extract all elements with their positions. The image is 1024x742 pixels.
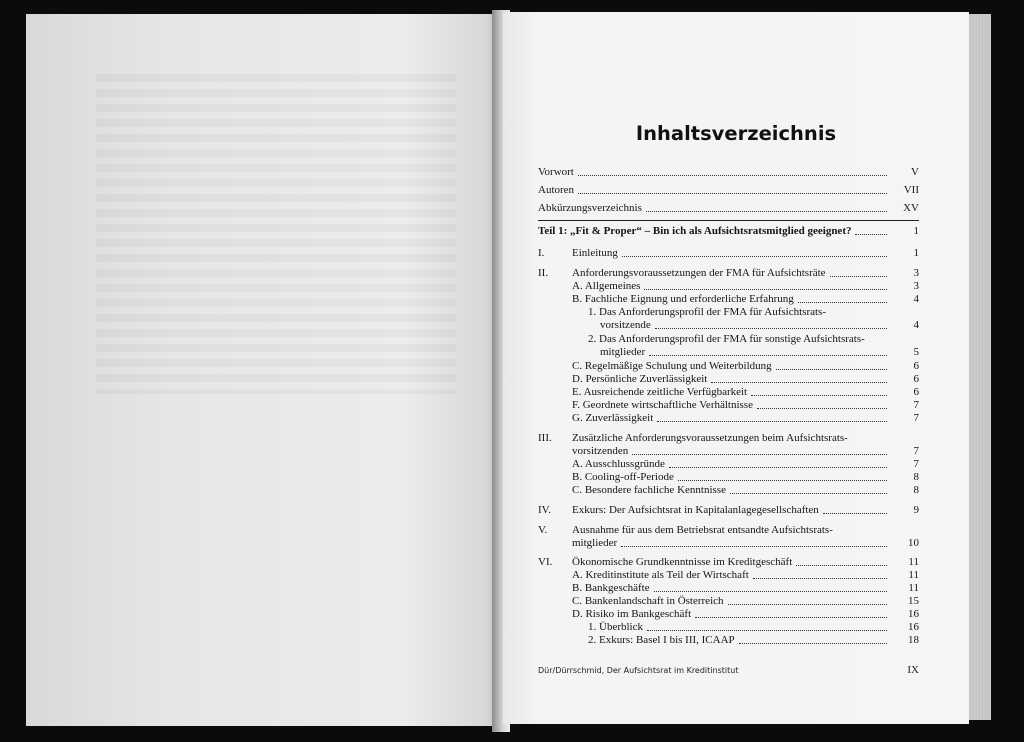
toc-entry	[538, 483, 919, 497]
toc-entry-page: 16	[908, 621, 919, 633]
leader-dots	[757, 407, 887, 409]
toc-entry-page: 4	[913, 319, 919, 331]
toc-entry	[538, 201, 919, 215]
toc-entry	[538, 594, 919, 608]
leader-dots	[730, 492, 887, 494]
leader-dots	[830, 275, 887, 277]
toc-entry	[538, 372, 919, 386]
leader-dots	[739, 642, 887, 644]
toc-entry	[538, 555, 919, 569]
leader-dots	[578, 174, 887, 176]
toc-entry-page: 7	[913, 412, 919, 424]
toc-entry-label: B. Bankgeschäfte	[572, 582, 650, 594]
toc-entry-label: A. Allgemeines	[572, 280, 641, 292]
toc-entry-page: 4	[913, 293, 919, 305]
toc-entry-page: 5	[913, 346, 919, 358]
show-through-text	[96, 74, 456, 394]
toc-entry-label: B. Cooling-off-Periode	[572, 471, 674, 483]
toc-entry-label: A. Kreditinstitute als Teil der Wirtschaft	[572, 569, 749, 581]
toc-entry	[538, 444, 919, 458]
leader-dots	[678, 479, 887, 481]
toc-entry-label: Abkürzungsverzeichnis	[538, 202, 642, 214]
toc-entry-page: 11	[908, 569, 919, 581]
leader-dots	[632, 453, 887, 455]
toc-entry-number: V.	[538, 524, 548, 536]
toc-entry-label: Anforderungsvoraussetzungen der FMA für Aufsichtsräte	[572, 267, 826, 279]
toc-entry-page: 7	[913, 458, 919, 470]
toc-entry-label: E. Ausreichende zeitliche Verfügbarkeit	[572, 386, 748, 398]
toc-entry	[538, 266, 919, 280]
toc-entry-label: Ausnahme für aus dem Betriebsrat entsandte Aufsichtsrats-	[572, 524, 833, 536]
toc-entry-page: 15	[908, 595, 919, 607]
toc-entry-label: B. Fachliche Eignung und erforderliche Erfahrung	[572, 293, 794, 305]
toc-entry-page: VII	[903, 184, 919, 196]
leader-dots	[621, 545, 887, 547]
page-edges	[969, 14, 991, 720]
toc-entry-label: Einleitung	[572, 247, 618, 259]
toc-entry	[538, 581, 919, 595]
toc-entry-label: D. Risiko im Bankgeschäft	[572, 608, 692, 620]
toc-entry-page: 1	[913, 247, 919, 259]
toc-entry-label: C. Bankenlandschaft in Österreich	[572, 595, 724, 607]
footer-citation: Dür/Dürrschmid, Der Aufsichtsrat im Kreditinstitut	[538, 665, 739, 675]
toc-entry-label: 1. Überblick	[588, 621, 643, 633]
toc-entry-label: 1. Das Anforderungsprofil der FMA für Aufsichtsrats-	[588, 306, 826, 318]
toc-entry-label: A. Ausschlussgründe	[572, 458, 665, 470]
toc-entry-page: 16	[908, 608, 919, 620]
toc-entry-label: mitglieder	[600, 346, 646, 358]
toc-entry	[538, 568, 919, 582]
leader-dots	[753, 577, 887, 579]
toc-entry-page: 11	[908, 582, 919, 594]
toc-entry-label: C. Regelmäßige Schulung und Weiterbildung	[572, 360, 772, 372]
toc-entry-page: V	[911, 166, 919, 178]
leader-dots	[751, 394, 887, 396]
toc-entry-page: 7	[913, 399, 919, 411]
toc-entry-label: Autoren	[538, 184, 575, 196]
toc-entry-page: 6	[913, 360, 919, 372]
toc-entry	[538, 536, 919, 550]
leader-dots	[711, 381, 887, 383]
leader-dots	[647, 629, 887, 631]
leader-dots	[823, 512, 887, 514]
toc-entry-label: vorsitzende	[600, 319, 651, 331]
section-rule	[538, 220, 919, 221]
toc-entry	[538, 305, 919, 319]
toc-entry	[538, 246, 919, 260]
toc-entry	[538, 165, 919, 179]
toc-entry-page: XV	[903, 202, 919, 214]
toc-entry-page: 3	[913, 267, 919, 279]
toc-entry	[538, 332, 919, 346]
toc-entry-label: mitglieder	[572, 537, 618, 549]
toc-entry-label: 2. Das Anforderungsprofil der FMA für sonstige Aufsichtsrats-	[588, 333, 865, 345]
toc-entry-page: 6	[913, 386, 919, 398]
toc-entry-number: III.	[538, 432, 552, 444]
toc-entry	[538, 503, 919, 517]
toc-entry-label: F. Geordnete wirtschaftliche Verhältnisse	[572, 399, 753, 411]
toc-entry	[538, 318, 919, 332]
toc-entry-label: Vorwort	[538, 166, 574, 178]
leader-dots	[669, 466, 887, 468]
leader-dots	[654, 590, 887, 592]
toc-entry-page: 9	[913, 504, 919, 516]
toc-entry	[538, 345, 919, 359]
toc-entry	[538, 411, 919, 425]
leader-dots	[646, 210, 887, 212]
toc-entry-label: D. Persönliche Zuverlässigkeit	[572, 373, 708, 385]
page-number: IX	[907, 664, 919, 676]
toc-entry	[538, 470, 919, 484]
toc-entry	[538, 457, 919, 471]
toc-entry	[538, 431, 919, 445]
toc-entry-label: Ökonomische Grundkenntnisse im Kreditgeschäft	[572, 556, 793, 568]
toc-entry	[538, 292, 919, 306]
toc-entry-number: I.	[538, 247, 545, 259]
left-page	[26, 14, 500, 726]
leader-dots	[776, 368, 887, 370]
leader-dots	[657, 420, 887, 422]
toc-entry-number: IV.	[538, 504, 551, 516]
leader-dots	[798, 301, 887, 303]
toc-entry-page: 10	[908, 537, 919, 549]
leader-dots	[578, 192, 887, 194]
toc-entry-label: G. Zuverlässigkeit	[572, 412, 654, 424]
toc-entry	[538, 183, 919, 197]
toc-entry-page: 3	[913, 280, 919, 292]
leader-dots	[622, 255, 887, 257]
leader-dots	[655, 327, 887, 329]
toc-part-heading	[538, 224, 919, 238]
leader-dots	[855, 233, 887, 235]
toc-entry-label: 2. Exkurs: Basel I bis III, ICAAP	[588, 634, 735, 646]
toc-entry-page: 6	[913, 373, 919, 385]
toc-entry	[538, 620, 919, 634]
toc-entry	[538, 279, 919, 293]
toc-entry-page: 8	[913, 471, 919, 483]
leader-dots	[649, 354, 887, 356]
toc-entry-page: 18	[908, 634, 919, 646]
toc-entry-page: 1	[913, 225, 919, 237]
toc-entry	[538, 359, 919, 373]
toc-entry-label: Exkurs: Der Aufsichtsrat in Kapitalanlagegesellschaften	[572, 504, 819, 516]
toc-entry-number: II.	[538, 267, 549, 279]
leader-dots	[644, 288, 887, 290]
toc-entry	[538, 523, 919, 537]
toc-entry-label: vorsitzenden	[572, 445, 629, 457]
leader-dots	[695, 616, 887, 618]
toc-entry-page: 8	[913, 484, 919, 496]
right-page	[503, 12, 969, 724]
toc-entry	[538, 398, 919, 412]
toc-entry-number: VI.	[538, 556, 553, 568]
toc-entry-label: Teil 1: „Fit & Proper“ – Bin ich als Aufsichtsratsmitglied geeignet?	[538, 225, 852, 237]
toc-entry-page: 11	[908, 556, 919, 568]
page-footer	[538, 664, 919, 676]
page-title: Inhaltsverzeichnis	[635, 122, 837, 145]
table-of-contents	[503, 12, 969, 724]
leader-dots	[796, 564, 887, 566]
leader-dots	[728, 603, 887, 605]
toc-entry-label: Zusätzliche Anforderungsvoraussetzungen beim Aufsichtsrats-	[572, 432, 848, 444]
toc-entry	[538, 607, 919, 621]
toc-entry	[538, 385, 919, 399]
toc-entry-label: C. Besondere fachliche Kenntnisse	[572, 484, 726, 496]
toc-entry	[538, 633, 919, 647]
toc-entry-page: 7	[913, 445, 919, 457]
